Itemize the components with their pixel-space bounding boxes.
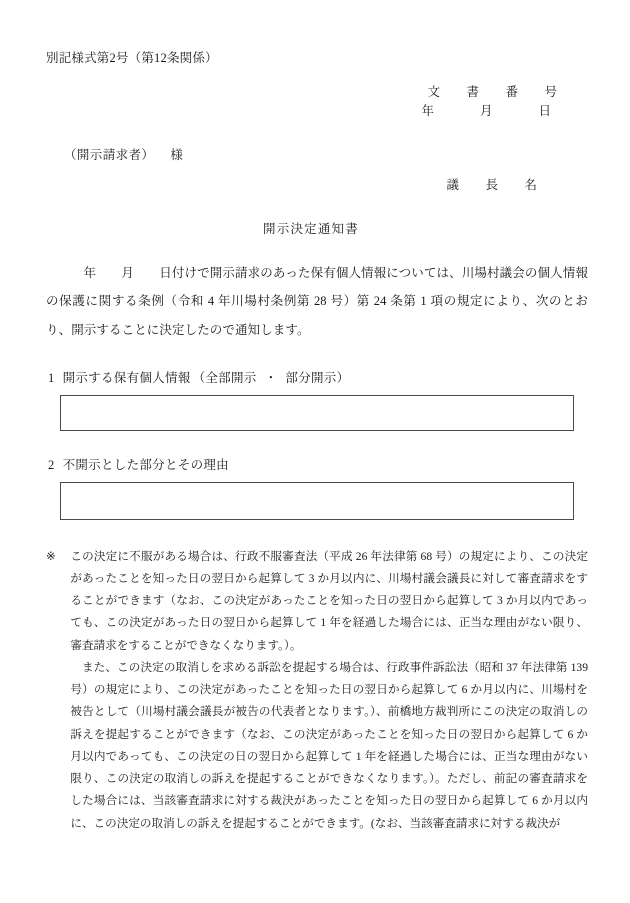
option-full-disclosure[interactable]: 全部開示 <box>205 370 257 385</box>
body-paragraph: 年 月 日付けで開示請求のあった保有個人情報については、川場村議会の個人情報の保護に関する条例（令和 4 年川場村条例第 28 号）第 24 条第 1 項の規定により、次のとおり、開示することに決定したので通知します。 <box>46 266 588 337</box>
page-title: 開示決定通知書 <box>263 222 359 237</box>
issuer-title: 議 長 名 <box>446 178 544 193</box>
option-separator: ・ <box>264 370 278 385</box>
section-2-label: 不開示とした部分とその理由 <box>62 457 229 472</box>
document-meta-block <box>46 83 588 122</box>
paren-close: ） <box>336 370 350 385</box>
disclosure-scope-options <box>193 371 350 385</box>
section-2-number: 2 <box>48 457 55 472</box>
footnote-paragraph-appeal: この決定に不服がある場合は、行政不服審査法（平成 26 年法律第 68 号）の規定により、この決定があったことを知った日の翌日から起算して 3 か月以内に、川場村議会議長に対して審査請求をすることができます（なお、この決定があったことを知った日の翌日から起算して 3 か月以内であっても、この決定があった日の翌日から起算して 1 年を経過した場合には、正当な理由がない限り、審査請求をすることができなくなります。）。 <box>70 549 588 652</box>
footnote-body <box>46 546 588 835</box>
footnote-paragraph-lawsuit: また、この決定の取消しを求める訴訟を提起する場合は、行政事件訴訟法（昭和 37 年法律第 139 号）の規定により、この決定があったことを知った日の翌日から起算して 6 か月以内に、川場村を被告として（川場村議会議長が被告の代表者となります。）、前橋地方裁判所にこの決定の取消しの訴えを提起することができます（なお、この決定があったことを知った日の翌日から起算して 6 か月以内であっても、この決定の日の翌日から起算して 1 年を経過した場合には、正当な理由がない限り、この決定の取消しの訴えを提起することができなくなります。）。ただし、前記の審査請求をした場合には、当該審査請求に対する裁決があったことを知った日の翌日から起算して 6 か月以内に、この決定の取消しの訴えを提起することができます。(なお、当該審査請求に対する裁決が <box>70 660 588 830</box>
footnote-block <box>46 546 588 835</box>
section-1-heading <box>46 368 588 386</box>
form-number: 別記様式第2号（第12条関係） <box>46 51 218 65</box>
section-1-label: 開示する保有個人情報 <box>62 370 191 385</box>
option-partial-disclosure[interactable]: 部分開示 <box>285 370 337 385</box>
section-1-number: 1 <box>48 370 55 385</box>
section-2-heading <box>46 455 588 473</box>
disclosed-info-field[interactable] <box>60 395 574 431</box>
addressee-line <box>46 145 588 163</box>
document-date-label: 年 月 日 <box>421 103 558 118</box>
footnote-mark-icon: ※ <box>46 549 56 563</box>
nondisclosure-reason-field[interactable] <box>60 482 574 520</box>
addressee-honorific: 様 <box>170 148 184 163</box>
section-disclosed-info <box>46 368 588 431</box>
document-number-label: 文 書 番 号 <box>427 84 564 99</box>
paren-open: （ <box>192 370 206 385</box>
addressee-name: （開示請求者） <box>64 148 155 163</box>
section-nondisclosure-reason <box>46 455 588 520</box>
